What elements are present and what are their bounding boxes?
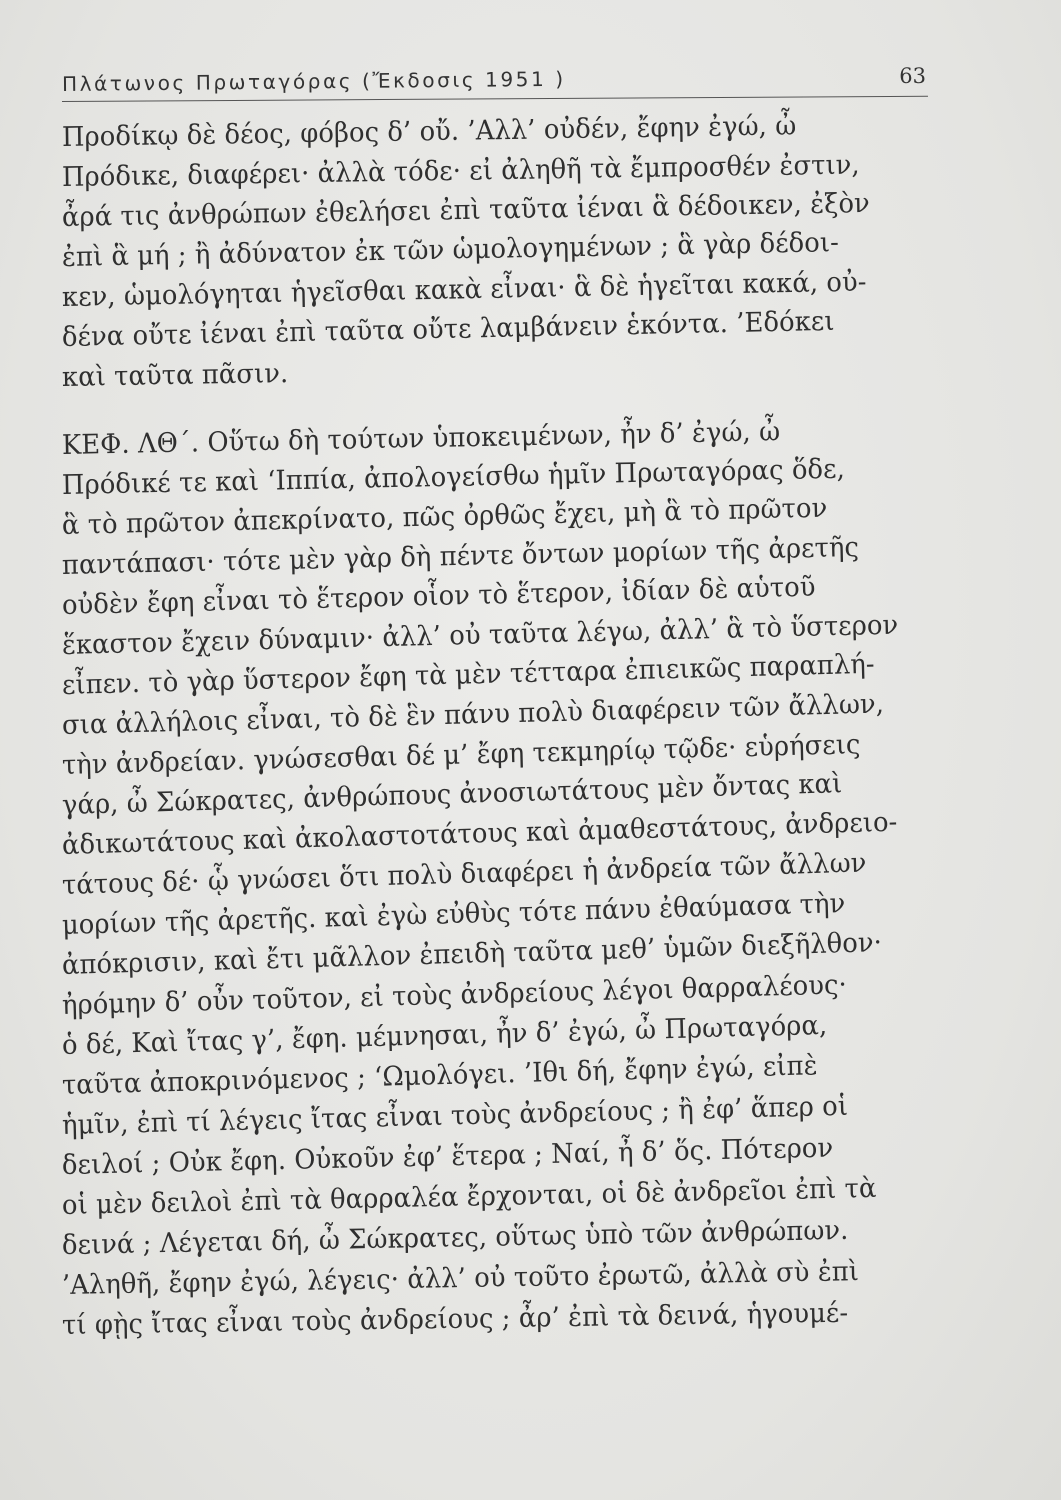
- text-line: κεν, ὡμολόγηται ἡγεῖσθαι κακὰ εἶναι· ἃ δὲ ἡγεῖται κακά, οὐ-: [61, 266, 867, 313]
- text-line: δεινά ; Λέγεται δή, ὦ Σώκρατες, οὕτως ὑπὸ τῶν ἀνθρώπων.: [61, 1214, 849, 1261]
- text-line: ἡμῖν, ἐπὶ τί λέγεις ἴτας εἶναι τοὺς ἀνδρείους ; ἢ ἐφ’ ἅπερ οἱ: [61, 1090, 849, 1141]
- text-line: ἀπόκρισιν, καὶ ἔτι μᾶλλον ἐπειδὴ ταῦτα μεθ’ ὑμῶν διεξῆλθον·: [61, 927, 883, 981]
- text-line: παντάπασι· τότε μὲν γὰρ δὴ πέντε ὄντων μορίων τῆς ἀρετῆς: [61, 531, 860, 581]
- text-line: δένα οὔτε ἰέναι ἐπὶ ταῦτα οὔτε λαμβάνειν ἑκόντα. ’Εδόκει: [61, 305, 835, 353]
- page-number: 63: [899, 64, 926, 88]
- text-line: δειλοί ; Οὐκ ἔφη. Οὐκοῦν ἐφ’ ἕτερα ; Ναί, ἦ δ’ ὅς. Πότερον: [61, 1132, 834, 1181]
- text-line: οὐδὲν ἔφη εἶναι τὸ ἕτερον οἷον τὸ ἕτερον, ἰδίαν δὲ αὑτοῦ: [61, 571, 816, 621]
- text-line: ’Αληθῆ, ἔφην ἐγώ, λέγεις· ἀλλ’ οὐ τοῦτο ἐρωτῶ, ἀλλὰ σὺ ἐπὶ: [61, 1256, 860, 1301]
- chapter-heading-line: ΚΕΦ. ΛΘ΄. Οὕτω δὴ τούτων ὑποκειμένων, ἦν δ’ ἐγώ, ὦ: [61, 416, 781, 461]
- running-header: [62, 64, 930, 104]
- text-line: Πρόδικε, διαφέρει· ἀλλὰ τόδε· εἰ ἀληθῆ τὰ ἔμπροσθέν ἐστιν,: [61, 149, 860, 193]
- text-line: μορίων τῆς ἀρετῆς. καὶ ἐγὼ εὐθὺς τότε πάνυ ἐθαύμασα τὴν: [61, 888, 846, 941]
- text-line: τάτους δέ· ᾧ γνώσει ὅτι πολὺ διαφέρει ἡ ἀνδρεία τῶν ἄλλων: [61, 847, 867, 901]
- text-line: εἶπεν. τὸ γὰρ ὕστερον ἔφη τὰ μὲν τέτταρα ἐπιεικῶς παραπλή-: [61, 648, 875, 701]
- text-line: σια ἀλλήλοις εἶναι, τὸ δὲ ἓν πάνυ πολὺ διαφέρειν τῶν ἄλλων,: [61, 688, 885, 741]
- text-line: τί φῂς ἴτας εἶναι τοὺς ἀνδρείους ; ἆρ’ ἐπὶ τὰ δεινά, ἡγουμέ-: [61, 1297, 849, 1341]
- text-line: ἕκαστον ἔχειν δύναμιν· ἀλλ’ οὐ ταῦτα λέγω, ἀλλ’ ἃ τὸ ὕστερον: [61, 609, 899, 661]
- text-line: τὴν ἀνδρείαν. γνώσεσθαι δέ μ’ ἔφη τεκμηρίῳ τῷδε· εὑρήσεις: [61, 729, 861, 781]
- text-line: ἀδικωτάτους καὶ ἀκολαστοτάτους καὶ ἀμαθεστάτους, ἀνδρειο-: [61, 806, 898, 861]
- header-rule: [62, 96, 928, 102]
- text-line: ἠρόμην δ’ οὖν τοῦτον, εἰ τοὺς ἀνδρείους λέγοι θαρραλέους·: [61, 969, 848, 1021]
- text-line: καὶ ταῦτα πᾶσιν.: [61, 358, 289, 393]
- text-line: Προδίκῳ δὲ δέος, φόβος δ’ οὔ. ’Αλλ’ οὐδέν, ἔφην ἐγώ, ὦ: [61, 110, 797, 153]
- text-line: γάρ, ὦ Σώκρατες, ἀνθρώπους ἀνοσιωτάτους μὲν ὄντας καὶ: [61, 768, 843, 821]
- text-line: οἱ μὲν δειλοὶ ἐπὶ τὰ θαρραλέα ἔρχονται, οἱ δὲ ἀνδρεῖοι ἐπὶ τὰ: [61, 1172, 877, 1221]
- body-text: [61, 110, 972, 1426]
- text-line: ἃ τὸ πρῶτον ἀπεκρίνατο, πῶς ὀρθῶς ἔχει, μὴ ἃ τὸ πρῶτον: [61, 492, 828, 541]
- text-line: ὁ δέ, Καὶ ἴτας γ’, ἔφη. μέμνησαι, ἦν δ’ ἐγώ, ὦ Πρωταγόρα,: [61, 1009, 828, 1061]
- text-line: ταῦτα ἀποκρινόμενος ; ‘Ωμολόγει. ’Ιθι δή, ἔφην ἐγώ, εἰπὲ: [61, 1050, 818, 1101]
- text-line: ἆρά τις ἀνθρώπων ἐθελήσει ἐπὶ ταῦτα ἰέναι ἃ δέδοικεν, ἐξὸν: [61, 187, 871, 233]
- running-title: Πλάτωνος Πρωταγόρας (Ἔκδοσις 1951 ): [61, 66, 566, 96]
- text-line: ἐπὶ ἃ μή ; ἢ ἀδύνατον ἐκ τῶν ὡμολογημένων ; ἃ γὰρ δέδοι-: [61, 227, 840, 273]
- text-line: Πρόδικέ τε καὶ ‘Ιππία, ἀπολογείσθω ἡμῖν Πρωταγόρας ὅδε,: [61, 453, 846, 501]
